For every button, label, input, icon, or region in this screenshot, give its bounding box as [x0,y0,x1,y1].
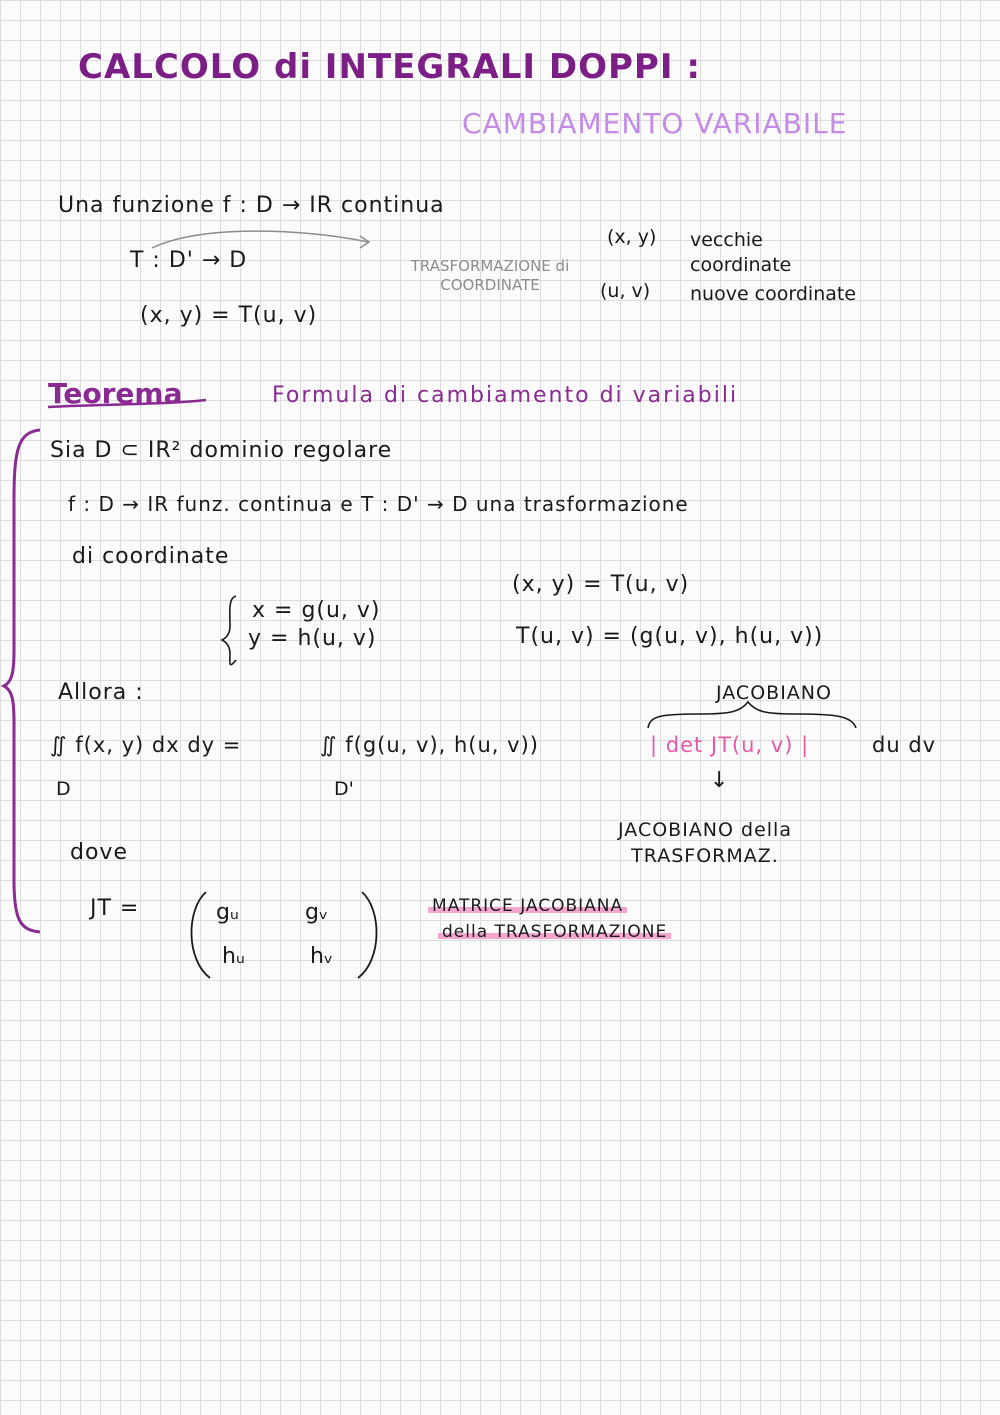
matrix-g-v: gᵥ [305,900,329,925]
matrix-g-u: gᵤ [216,900,239,925]
transform-note: TRASFORMAZIONE di COORDINATE [410,257,570,294]
matrix-right-paren [358,892,377,978]
integral-rhs-domain: D' [334,778,354,800]
theorem-label: Teorema [48,377,183,410]
relation-t: T(u, v) = (g(u, v), h(u, v)) [516,624,824,649]
allora-label: Allora : [58,680,144,705]
new-coordinates-pair: (u, v) [600,280,651,302]
system-y: y = h(u, v) [248,626,377,651]
theorem-line-function: f : D → IR funz. continua e T : D' → D una trasformazione [68,492,689,516]
intro-function-line: Una funzione f : D → IR continua [58,193,445,218]
theorem-brace [4,430,40,932]
teorema-underline [48,400,206,407]
matrix-note-line2-text: della TRASFORMAZIONE [438,922,671,942]
integral-dudv: du dv [872,733,937,757]
jt-label: JT = [90,896,140,921]
jacobian-determinant: | det JT(u, v) | [650,733,810,757]
relation-xy: (x, y) = T(u, v) [512,572,690,597]
integral-lhs: ∬ f(x, y) dx dy = [50,733,242,757]
matrix-left-paren [191,892,210,978]
page-subtitle: CAMBIAMENTO VARIABILE [462,107,848,140]
new-coordinates-label: nuove coordinate [690,283,857,305]
intro-transform: T : D' → D [130,248,248,273]
system-brace [222,596,236,665]
matrix-h-v: hᵥ [310,944,334,969]
down-arrow-icon: ↓ [710,768,730,793]
theorem-line-coordinates: di coordinate [72,544,230,569]
theorem-line-domain: Sia D ⊂ IR² dominio regolare [50,438,393,463]
matrix-note-line1-text: MATRICE JACOBIANA [428,896,627,916]
theorem-heading: Formula di cambiamento di variabili [272,383,739,408]
integral-lhs-domain: D [56,778,71,800]
matrix-h-u: hᵤ [222,944,245,969]
old-coordinates-pair: (x, y) [607,226,657,248]
old-coordinates-label: vecchie coordinate [690,229,792,276]
jacobian-note: JACOBIANO della TRASFORMAZ. [618,819,792,867]
jacobian-label: JACOBIANO [716,682,832,704]
jacobian-overbrace [648,702,856,728]
intro-mapping: (x, y) = T(u, v) [140,303,318,328]
system-x: x = g(u, v) [252,598,381,623]
integral-rhs: ∬ f(g(u, v), h(u, v)) [320,733,539,757]
dove-label: dove [70,840,128,865]
page-title: CALCOLO di INTEGRALI DOPPI : [78,47,701,87]
transform-arrow [152,231,368,248]
